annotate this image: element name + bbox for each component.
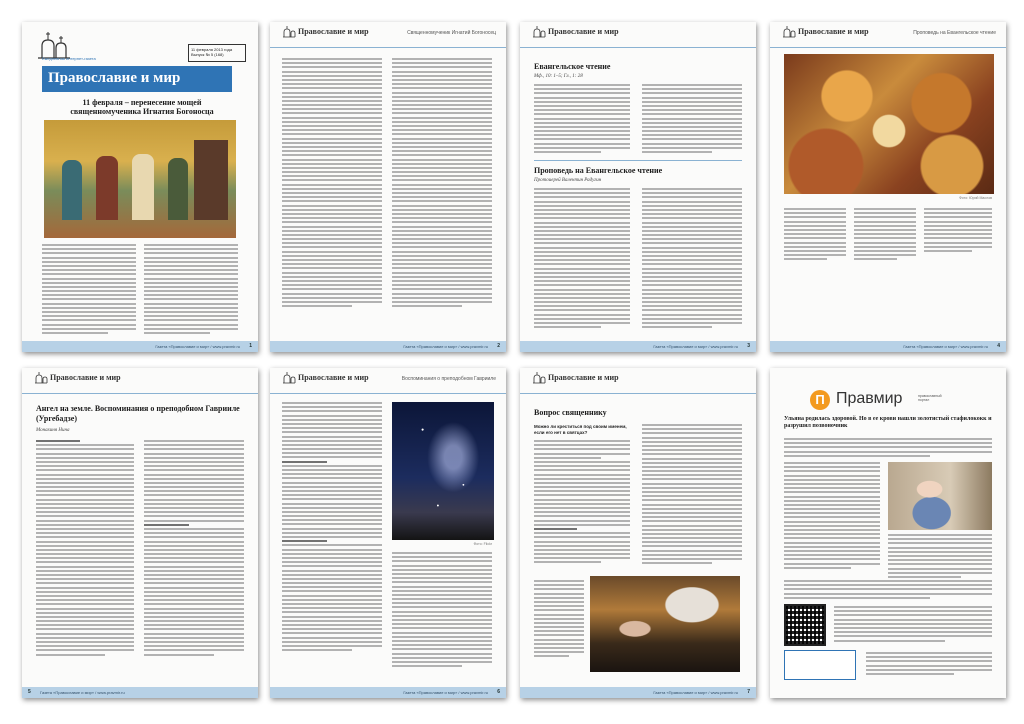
column-right — [144, 440, 244, 658]
column-right — [392, 58, 492, 309]
night-sky-photo — [392, 402, 494, 540]
header-logo: Православие и мир — [532, 371, 619, 385]
issue-date: 11 февраля 2013 года — [191, 47, 233, 52]
sermon-author: Протоиерей Валентин Радугин — [534, 178, 602, 183]
header-logo: Православие и мир — [282, 371, 369, 385]
column-left — [282, 402, 382, 653]
icon-painting — [44, 120, 236, 238]
issue-number: Выпуск № 5 (168) — [191, 52, 224, 57]
donation-text — [834, 606, 992, 644]
page-footer — [22, 687, 258, 698]
header-section: Воспоминания о преподобном Гаврииле — [401, 376, 496, 382]
page-footer — [22, 341, 258, 352]
church-domes-icon — [282, 25, 296, 39]
footer-text: Газета «Православие и мир» / www.pravmir.ru — [653, 344, 738, 349]
column-right — [392, 552, 492, 669]
footer-text: Газета «Православие и мир» / www.pravmir.ru — [903, 344, 988, 349]
page-footer — [520, 341, 756, 352]
page-number: 5 — [28, 689, 31, 695]
column-right — [924, 208, 992, 254]
page-footer — [270, 341, 506, 352]
church-domes-icon — [782, 25, 796, 39]
church-domes-icon — [532, 371, 546, 385]
page-title: 11 февраля – перенесение мощей священномученика Игнатия Богоносца — [70, 98, 214, 116]
baptism-photo — [590, 576, 740, 672]
church-domes-icon — [34, 371, 48, 385]
page-header — [270, 368, 506, 394]
page-1 — [22, 22, 258, 352]
column-left — [534, 188, 630, 330]
page-number: 2 — [497, 343, 500, 349]
divider — [534, 160, 742, 161]
page-4 — [770, 22, 1006, 352]
footer-text: Газета «Православие и мир» / www.pravmir.ru — [403, 344, 488, 349]
pravmir-logo-badge: П — [810, 390, 830, 410]
page-number: 3 — [747, 343, 750, 349]
column-right — [642, 188, 742, 330]
masthead: Православие и мир — [42, 66, 232, 92]
page-footer — [770, 341, 1006, 352]
column-left — [534, 84, 630, 155]
section-title: Евангельское чтение — [534, 62, 611, 71]
photo-caption: Фото: Flickr — [473, 542, 492, 546]
church-domes-icon — [282, 371, 296, 385]
header-logo: Православие и мир — [34, 371, 121, 385]
contact-box — [784, 650, 856, 680]
page-header — [520, 368, 756, 394]
page-5 — [22, 368, 258, 698]
page-header — [270, 22, 506, 48]
header-logo: Православие и мир — [782, 25, 869, 39]
page-7 — [520, 368, 756, 698]
page-footer — [520, 687, 756, 698]
page-8 — [770, 368, 1006, 698]
header-section: Проповедь на Евангельское чтение — [913, 30, 996, 36]
footer-text: Газета «Православие и мир» / www.pravmir.ru — [40, 690, 125, 695]
child-photo — [888, 462, 992, 530]
page-header — [22, 368, 258, 394]
imprint — [866, 652, 992, 677]
column-right — [888, 534, 992, 580]
column-bottom-left — [534, 580, 584, 660]
section-subtitle: Мф., 10: 1–5; Гл., 1: 28 — [534, 74, 583, 79]
column-left — [282, 58, 382, 309]
wide-text — [784, 580, 992, 601]
column-left — [36, 440, 134, 658]
page-number: 1 — [249, 343, 252, 349]
page-header — [520, 22, 756, 48]
church-domes-icon — [532, 25, 546, 39]
footer-text: Газета «Православие и мир» / www.pravmir.ru — [403, 690, 488, 695]
article-title: Ульяна родилась здоровой. Но в ее крови нашли золотистый стафилококк и разрушил позвоночник — [784, 416, 992, 429]
column-right — [144, 244, 238, 336]
page-number: 6 — [497, 689, 500, 695]
page-footer — [270, 687, 506, 698]
footer-text: Газета «Православие и мир» / www.pravmir.ru — [155, 344, 240, 349]
header-section: Священномученик Игнатий Богоносец — [407, 30, 496, 36]
page-number: 4 — [997, 343, 1000, 349]
masthead-tagline: Ежедневная интернет-газета — [42, 56, 96, 61]
intro-text — [784, 438, 992, 459]
photo-caption: Фото: Юрий Маслов — [959, 196, 992, 200]
footer-text: Газета «Православие и мир» / www.pravmir.ru — [653, 690, 738, 695]
article-author: Монахиня Нина — [36, 428, 70, 433]
column-middle — [854, 208, 916, 262]
header-logo: Православие и мир — [282, 25, 369, 39]
header-logo: Православие и мир — [532, 25, 619, 39]
page-6 — [270, 368, 506, 698]
column-right — [642, 84, 742, 155]
page-2 — [270, 22, 506, 352]
page-3 — [520, 22, 756, 352]
issue-box — [188, 44, 246, 62]
pravmir-wordmark: Правмир — [836, 390, 903, 407]
page-header — [770, 22, 1006, 48]
qr-code[interactable] — [784, 604, 826, 646]
pravmir-tagline: православный портал — [918, 394, 942, 402]
church-ceiling-photo — [784, 54, 994, 194]
article-title: Ангел на земле. Воспоминания о преподобном Гаврииле (Ургебадзе) — [36, 404, 240, 423]
page-number: 7 — [747, 689, 750, 695]
question-heading: Можно ли креститься под своим именем, если его нет в святцах? — [534, 424, 627, 435]
column-left — [784, 208, 846, 262]
column-left — [784, 462, 880, 571]
section-title: Вопрос священнику — [534, 408, 607, 417]
column-right — [642, 424, 742, 566]
column-left — [42, 244, 136, 336]
sermon-title: Проповедь на Евангельское чтение — [534, 166, 663, 175]
column-left — [534, 440, 630, 566]
